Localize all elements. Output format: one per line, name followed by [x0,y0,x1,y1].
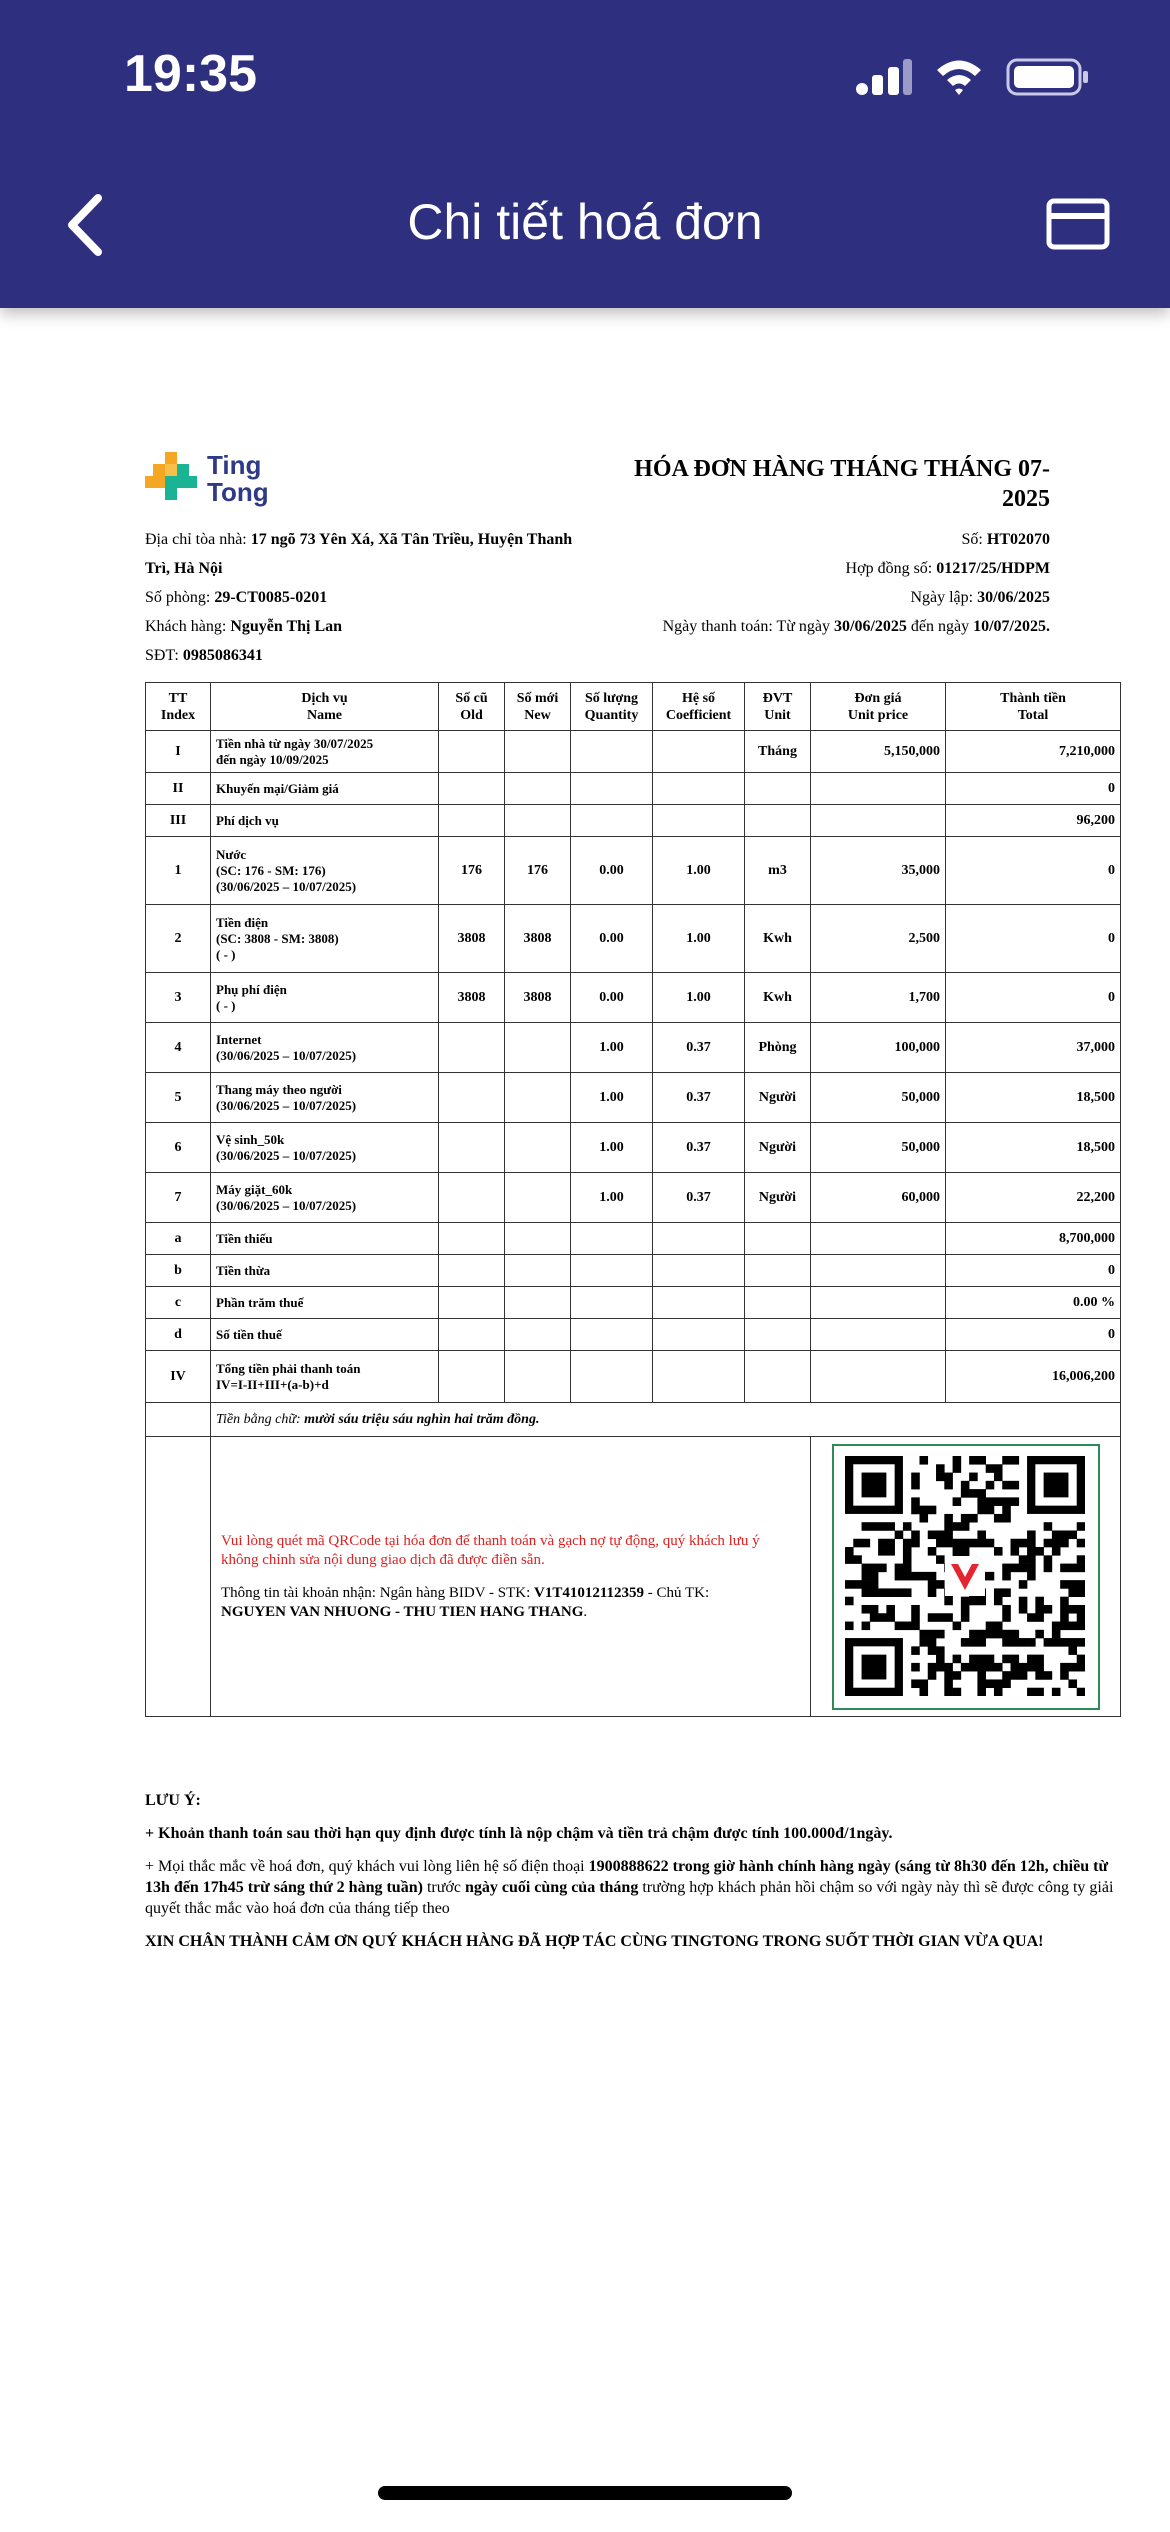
phone-value: 0985086341 [182,647,263,664]
bank-owner: NGUYEN VAN NHUONG - THU TIEN HANG THANG [221,1603,584,1620]
cell-coef [653,1351,745,1403]
service-name: Tiền thừa [211,1255,439,1287]
cell-idx: IV [146,1351,211,1403]
cell-price: 2,500 [811,905,946,973]
cell-new: 3808 [505,973,571,1023]
cell-new [505,1123,571,1173]
cell-price [811,1223,946,1255]
cell-old [439,1255,505,1287]
payment-qr-row [146,1437,1121,1717]
cell-qty [571,731,653,773]
table-row [146,805,1121,837]
cell-idx: d [146,1319,211,1351]
cell-unit [745,1287,811,1319]
cell-idx: b [146,1255,211,1287]
cell-idx: c [146,1287,211,1319]
cell-new: 3808 [505,905,571,973]
cell-unit [745,805,811,837]
invoice-number: HT02070 [986,531,1050,548]
column-header: TT Index [146,683,211,731]
table-row [146,1223,1121,1255]
cell-idx: 5 [146,1073,211,1123]
cellular-signal-icon [854,57,912,97]
cell-price [811,1287,946,1319]
cell-unit: Người [745,1073,811,1123]
cell-qty: 1.00 [571,1123,653,1173]
app-header [0,0,1170,308]
logo-text-line1: Ting [207,450,262,480]
cell-total: 16,006,200 [946,1351,1121,1403]
cell-coef [653,1255,745,1287]
notes-section [145,1790,1120,1964]
service-name: Thang máy theo người (30/06/2025 – 10/07/2025) [211,1073,439,1123]
table-row [146,731,1121,773]
cell-price: 1,700 [811,973,946,1023]
cell-total: 0 [946,1319,1121,1351]
cell-price [811,805,946,837]
cell-price: 60,000 [811,1173,946,1223]
cell-total: 7,210,000 [946,731,1121,773]
table-row [146,837,1121,905]
cell-new [505,1351,571,1403]
credit-card-icon[interactable] [1046,198,1110,250]
late-payment-note: + Khoản thanh toán sau thời hạn quy định được tính là nộp chậm và tiền trả chậm được tính 100.000đ/1ngày. [145,1825,893,1842]
cell-price [811,1351,946,1403]
cell-idx: a [146,1223,211,1255]
service-name: Máy giặt_60k (30/06/2025 – 10/07/2025) [211,1173,439,1223]
service-name: Phần trăm thuế [211,1287,439,1319]
cell-old [439,1023,505,1073]
cell-new [505,731,571,773]
cell-new: 176 [505,837,571,905]
cell-coef: 1.00 [653,837,745,905]
cell-old [439,1073,505,1123]
room-value: 29-CT0085-0201 [214,589,328,606]
cell-unit [745,1351,811,1403]
cell-new [505,1223,571,1255]
cell-old: 3808 [439,905,505,973]
cell-unit [745,1319,811,1351]
cell-unit: Phòng [745,1023,811,1073]
cell-qty: 1.00 [571,1173,653,1223]
cell-unit: Kwh [745,905,811,973]
invoice-meta: Số: HT02070 Hợp đồng số: 01217/25/HDPM Ngày lập: 30/06/2025 Ngày thanh toán: Từ ngày 30/06/2025 đến ngày 10/07/2025. [662,531,1050,635]
cell-unit: Người [745,1173,811,1223]
amount-in-words: mười sáu triệu sáu nghìn hai trăm đồng. [304,1411,540,1427]
column-header: Số cũ Old [439,683,505,731]
cell-total: 0 [946,1255,1121,1287]
cell-unit: Kwh [745,973,811,1023]
service-name: Khuyến mại/Giảm giá [211,773,439,805]
cell-coef [653,773,745,805]
cell-idx: 7 [146,1173,211,1223]
cell-qty [571,773,653,805]
table-row [146,905,1121,973]
cell-qty: 0.00 [571,837,653,905]
table-row [146,773,1121,805]
cell-old [439,805,505,837]
cell-coef: 1.00 [653,905,745,973]
cell-idx: 4 [146,1023,211,1073]
cell-coef: 1.00 [653,973,745,1023]
qr-notice: Vui lòng quét mã QRCode tại hóa đơn để thanh toán và gạch nợ tự động, quý khách lưu ý không chỉnh sửa nội dung giao dịch đã được điền sẵn. [221,1532,760,1568]
page-title: Chi tiết hoá đơn [407,194,763,250]
cell-total: 18,500 [946,1073,1121,1123]
cell-price: 35,000 [811,837,946,905]
payment-qr-code[interactable] [832,1444,1100,1710]
service-name: Nước (SC: 176 - SM: 176) (30/06/2025 – 10/07/2025) [211,837,439,905]
cell-coef [653,1319,745,1351]
cell-unit: Người [745,1123,811,1173]
cell-idx: I [146,731,211,773]
cell-unit [745,773,811,805]
brand-logo [145,450,295,514]
cell-price: 50,000 [811,1073,946,1123]
cell-qty: 0.00 [571,973,653,1023]
bank-account: V1T41012112359 [534,1584,645,1601]
service-name: Tiền nhà từ ngày 30/07/2025 đến ngày 10/09/2025 [211,731,439,773]
cell-old [439,1123,505,1173]
service-name: Phí dịch vụ [211,805,439,837]
amount-in-words-row: Tiền bằng chữ: mười sáu triệu sáu nghìn hai trăm đồng. [146,1403,1121,1437]
cell-total: 37,000 [946,1023,1121,1073]
column-header: Đơn giá Unit price [811,683,946,731]
table-row [146,1123,1121,1173]
cell-old [439,1351,505,1403]
cell-idx: II [146,773,211,805]
service-name: Phụ phí điện ( - ) [211,973,439,1023]
cell-total: 96,200 [946,805,1121,837]
status-icons [854,56,1090,98]
service-name: Tổng tiền phải thanh toán IV=I-II+III+(a-b)+d [211,1351,439,1403]
cell-idx: 6 [146,1123,211,1173]
cell-unit: Tháng [745,731,811,773]
cell-coef: 0.37 [653,1123,745,1173]
cell-old [439,1223,505,1255]
cell-qty: 1.00 [571,1023,653,1073]
cell-total: 18,500 [946,1123,1121,1173]
cell-price: 100,000 [811,1023,946,1073]
column-header: Số mới New [505,683,571,731]
bank-info: Thông tin tài khoản nhận: Ngân hàng BIDV - STK: V1T41012112359 - Chủ TK: NGUYEN VAN NHUONG - THU TIEN HANG THANG. [221,1584,710,1620]
service-name: Internet (30/06/2025 – 10/07/2025) [211,1023,439,1073]
cell-total: 0 [946,905,1121,973]
home-indicator[interactable] [378,2486,792,2500]
contract-number: 01217/25/HDPM [936,560,1050,577]
cell-coef [653,731,745,773]
cell-total: 0 [946,973,1121,1023]
payment-from: 30/06/2025 [834,618,907,635]
cell-coef [653,1223,745,1255]
table-row [146,1351,1121,1403]
cell-unit [745,1223,811,1255]
cell-old [439,1173,505,1223]
cell-coef: 0.37 [653,1023,745,1073]
column-header: Số lượng Quantity [571,683,653,731]
service-name: Tiền thiếu [211,1223,439,1255]
cell-new [505,1073,571,1123]
qr-code-icon [845,1456,1085,1696]
cell-new [505,773,571,805]
cell-new [505,1287,571,1319]
logo-text-line2: Tong [207,477,269,507]
cell-qty [571,1287,653,1319]
cell-coef [653,805,745,837]
cell-unit: m3 [745,837,811,905]
cell-idx: III [146,805,211,837]
cell-price [811,773,946,805]
payment-to: 10/07/2025. [973,618,1050,635]
table-row [146,1173,1121,1223]
column-header: ĐVT Unit [745,683,811,731]
cell-old: 176 [439,837,505,905]
cell-idx: 2 [146,905,211,973]
column-header: Hệ số Coefficient [653,683,745,731]
cell-coef [653,1287,745,1319]
logo-mark-icon [145,452,205,512]
invoice-table [145,682,1121,1717]
table-header-row [146,683,1121,731]
battery-icon [1006,56,1090,98]
customer-info: Địa chỉ tòa nhà: 17 ngõ 73 Yên Xá, Xã Tân Triều, Huyện Thanh Trì, Hà Nội Số phòng: 29-CT0085-0201 Khách hàng: Nguyễn Thị Lan SĐT: 0985086341 [145,531,573,664]
table-row [146,1073,1121,1123]
column-header: Thành tiền Total [946,683,1121,731]
table-row [146,973,1121,1023]
cell-idx: 3 [146,973,211,1023]
cell-total: 22,200 [946,1173,1121,1223]
cell-qty [571,1351,653,1403]
cell-old: 3808 [439,973,505,1023]
cell-unit [745,1255,811,1287]
address-value: 17 ngõ 73 Yên Xá, Xã Tân Triều, Huyện Thanh [250,531,573,548]
contact-note: + Mọi thắc mắc về hoá đơn, quý khách vui lòng liên hệ số điện thoại 1900888622 trong giờ hành chính hàng ngày (sáng từ 8h30 đến 12h, chiều từ 13h đến 17h45 trừ sáng thứ 2 hàng tuần) trước ngày cuối cùng của tháng trường hợp khách phản hồi chậm so với ngày này thì sẽ được công ty giải quyết thắc mắc vào hoá đơn của tháng tiếp theo [145,1858,1114,1917]
cell-price [811,1319,946,1351]
cell-coef: 0.37 [653,1073,745,1123]
cell-idx: 1 [146,837,211,905]
cell-total: 0.00 % [946,1287,1121,1319]
wifi-icon [934,57,984,97]
table-row [146,1319,1121,1351]
cell-old [439,1319,505,1351]
cell-old [439,731,505,773]
cell-old [439,1287,505,1319]
cell-new [505,1319,571,1351]
cell-total: 8,700,000 [946,1223,1121,1255]
notes-heading: LƯU Ý: [145,1792,201,1809]
cell-new [505,1023,571,1073]
cell-price [811,1255,946,1287]
cell-coef: 0.37 [653,1173,745,1223]
cell-new [505,1173,571,1223]
table-row [146,1023,1121,1073]
cell-price: 50,000 [811,1123,946,1173]
customer-name: Nguyễn Thị Lan [230,618,343,635]
status-time: 19:35 [124,45,257,103]
service-name: Tiền điện (SC: 3808 - SM: 3808) ( - ) [211,905,439,973]
created-date: 30/06/2025 [977,589,1050,606]
column-header: Dịch vụ Name [211,683,439,731]
cell-qty [571,1255,653,1287]
cell-qty [571,1223,653,1255]
table-row [146,1287,1121,1319]
cell-qty: 0.00 [571,905,653,973]
invoice-title: HÓA ĐƠN HÀNG THÁNG THÁNG 07- 2025 [634,456,1050,512]
service-name: Vệ sinh_50k (30/06/2025 – 10/07/2025) [211,1123,439,1173]
table-row [146,1255,1121,1287]
cell-qty: 1.00 [571,1073,653,1123]
cell-price: 5,150,000 [811,731,946,773]
cell-new [505,805,571,837]
cell-total: 0 [946,837,1121,905]
cell-total: 0 [946,773,1121,805]
service-name: Số tiền thuế [211,1319,439,1351]
cell-new [505,1255,571,1287]
cell-qty [571,1319,653,1351]
cell-qty [571,805,653,837]
cell-old [439,773,505,805]
thanks-note: XIN CHÂN THÀNH CẢM ƠN QUÝ KHÁCH HÀNG ĐÃ HỢP TÁC CÙNG TINGTONG TRONG SUỐT THỜI GIAN VỪA QUA! [145,1933,1044,1950]
